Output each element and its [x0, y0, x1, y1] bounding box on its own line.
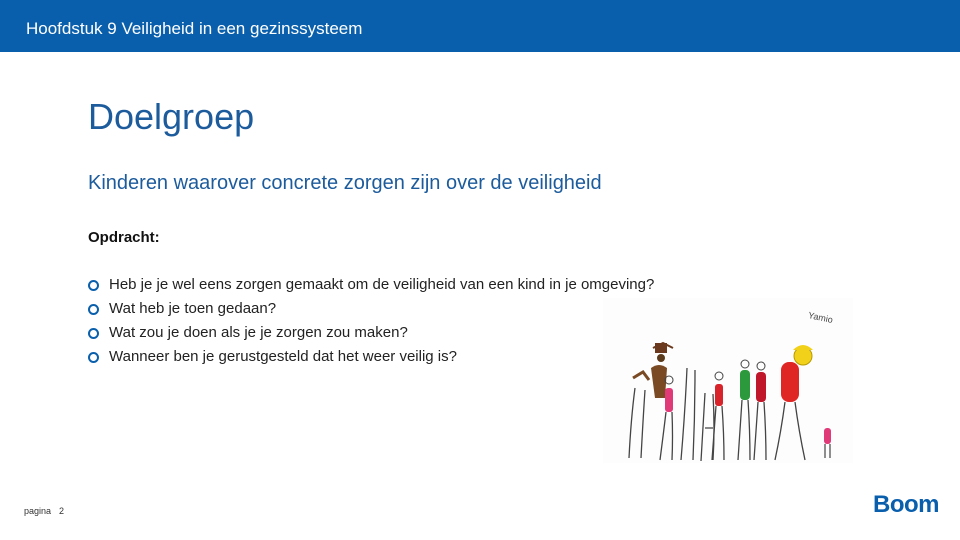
header-bar — [0, 0, 960, 52]
page-number: 2 — [59, 506, 65, 516]
drawing-signature: Yamio — [807, 310, 834, 325]
circle-bullet-icon — [88, 328, 99, 339]
circle-bullet-icon — [88, 352, 99, 363]
list-item — [88, 321, 654, 345]
list-item-text: Wat zou je doen als je je zorgen zou maken? — [109, 324, 408, 341]
assignment-label: Opdracht: — [88, 229, 160, 246]
list-item — [88, 273, 654, 297]
list-item-text: Heb je je wel eens zorgen gemaakt om de veiligheid van een kind in je omgeving? — [109, 276, 655, 293]
page-indicator — [24, 506, 64, 516]
publisher-logo: Boom — [873, 491, 939, 518]
page-label: pagina — [24, 506, 52, 516]
slide-subtitle: Kinderen waarover concrete zorgen zijn over de veiligheid — [88, 172, 602, 194]
circle-bullet-icon — [88, 304, 99, 315]
circle-bullet-icon — [88, 280, 99, 291]
slide-title: Doelgroep — [88, 96, 255, 137]
list-item-text: Wat heb je toen gedaan? — [109, 300, 277, 317]
child-drawing-image — [603, 298, 853, 463]
question-list — [88, 273, 654, 369]
chapter-title: Hoofdstuk 9 Veiligheid in een gezinssysteem — [26, 19, 363, 38]
list-item — [88, 297, 654, 321]
list-item — [88, 345, 654, 369]
list-item-text: Wanneer ben je gerustgesteld dat het weer veilig is? — [109, 348, 457, 365]
